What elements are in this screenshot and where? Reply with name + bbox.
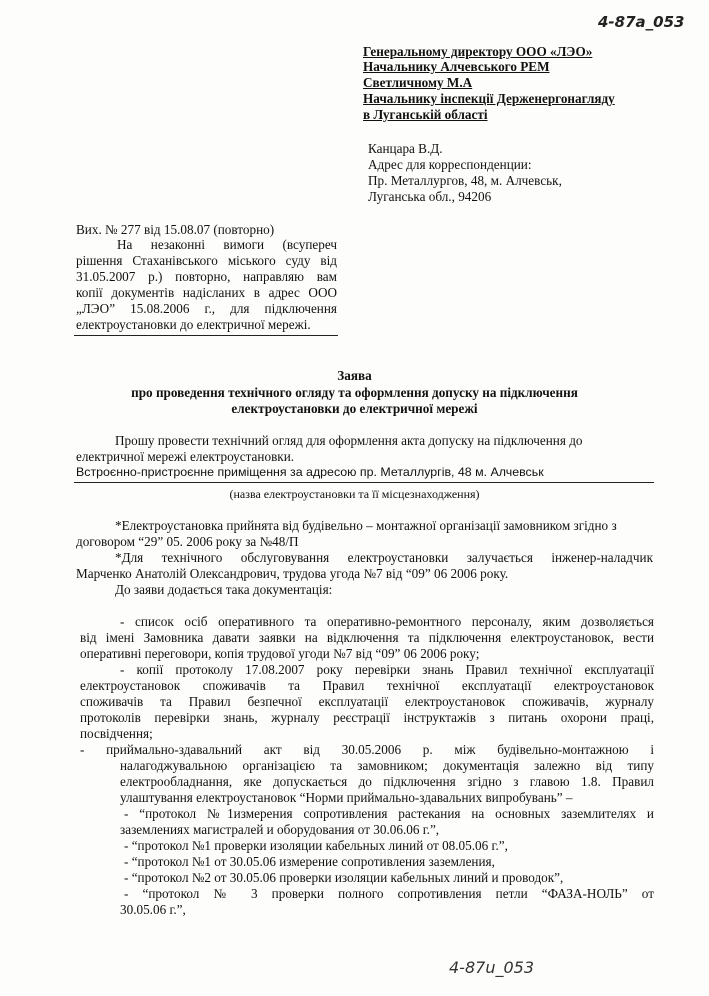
sender-line: Адрес для корреспонденции: bbox=[368, 157, 532, 172]
protocol-line: 30.05.06 г.”, bbox=[120, 902, 186, 917]
protocol-line: - “протокол №2 от 30.05.06 проверки изоляции кабельных линий и проводок”, bbox=[124, 870, 564, 885]
outgoing-text-line: „ЛЭО” 15.08.2006 г., для підключення bbox=[76, 301, 337, 316]
archive-stamp-top: 4-87a_053 bbox=[598, 13, 685, 31]
doc-line: - приймально-здавальний акт від 30.05.2006 р. між будівельно-монтажною і bbox=[80, 742, 654, 757]
protocol-line: - “протокол № 3 проверки полного сопротивления петли “ФАЗА-НОЛЬ” от bbox=[124, 886, 654, 901]
title-line: про проведення технічного огляду та оформлення допуску на підключення bbox=[131, 385, 578, 400]
installation-name: Встроєнно-пристроєнне приміщення за адресою пр. Металлургів, 48 м. Алчевськ bbox=[76, 465, 544, 479]
outgoing-text-line: рішення Стаханівського міського суду від bbox=[76, 253, 337, 268]
doc-line: налагоджувальною організацією та замовником; документація залежно від типу bbox=[120, 758, 654, 773]
doc-line: від імені Замовника давати заявки на відключення та підключення електроустановок, вести bbox=[80, 630, 654, 645]
addressee-line: Начальнику Алчевського РЕМ bbox=[363, 59, 550, 74]
sender-line: Луганська обл., 94206 bbox=[368, 189, 492, 204]
protocol-line: - “протокол №1 от 30.05.06 измерение сопротивления заземления, bbox=[124, 854, 495, 869]
protocol-line: - “протокол №1 проверки изоляции кабельных линий от 08.05.06 г.”, bbox=[124, 838, 508, 853]
outgoing-text-line: На незаконні вимоги (всупереч bbox=[117, 237, 337, 252]
archive-stamp-bottom: 4-87u_053 bbox=[449, 958, 534, 977]
addressee-line: Начальнику інспекції Держенергонагляду bbox=[363, 91, 615, 106]
sender-line: Канцара В.Д. bbox=[368, 141, 443, 156]
doc-line: - список осіб оперативного та оперативно-ремонтного персоналу, яким дозволяється bbox=[120, 614, 654, 629]
doc-line: споживачів та Правил безпечної експлуатації електроустановок споживачів, журналу bbox=[80, 694, 654, 709]
addressee-line: в Луганській області bbox=[363, 107, 488, 122]
attached-intro: До заяви додається така документація: bbox=[115, 582, 333, 597]
outgoing-text-line: електроустановки до електричної мережі. bbox=[76, 317, 311, 332]
addressee-line: Светличному М.А bbox=[363, 75, 473, 90]
title-line: електроустановки до електричної мережі bbox=[231, 401, 478, 416]
doc-line: улаштування електроустановок “Норми приймально-здавальних випробувань” – bbox=[120, 790, 573, 805]
request-line: Прошу провести технічний огляд для оформлення акта допуску на підключення до bbox=[115, 433, 583, 448]
doc-line: електрообладнання, яке допускається до підключення згідно з главою 1.8. Правил bbox=[120, 774, 654, 789]
outgoing-text-line: 31.05.2007 р.) повторно, направляю вам bbox=[76, 269, 337, 284]
doc-line: протоколів перевірки знань, журналу реєстрації інструктажів з питань охорони праці, bbox=[80, 710, 654, 725]
outgoing-underline bbox=[74, 335, 338, 336]
installation-caption: (назва електроустановки та її місцезнаходження) bbox=[229, 487, 480, 501]
outgoing-text-line: копії документів надісланих в адрес ООО bbox=[76, 285, 337, 300]
statement-line: *Електроустановка прийнята від будівельно – монтажної організації замовником згідно з bbox=[115, 518, 617, 533]
protocol-line: заземлениях магистралей и оборудования от 30.06.06 г.”, bbox=[120, 822, 440, 837]
doc-line: - копії протоколу 17.08.2007 року перевірки знань Правил технічної експлуатації bbox=[120, 662, 654, 677]
installation-underline bbox=[74, 482, 654, 483]
doc-line: оперативні переговори, копія трудової угоди №7 від “09” 06 2006 року; bbox=[80, 646, 480, 661]
outgoing-number: Вих. № 277 від 15.08.07 (повторно) bbox=[76, 222, 275, 237]
statement-line: *Для технічного обслуговування електроустановки залучається інженер-наладчик bbox=[115, 550, 653, 565]
statement-line: Марченко Анатолій Олександрович, трудова угода №7 від “09” 06 2006 року. bbox=[76, 566, 509, 581]
addressee-line: Генеральному директору ООО «ЛЭО» bbox=[363, 44, 593, 59]
doc-line: посвідчення; bbox=[80, 726, 153, 741]
doc-line: електроустановок споживачів та Правил технічної експлуатації електроустановок bbox=[80, 678, 654, 693]
statement-line: договором “29” 05. 2006 року за №48/П bbox=[76, 534, 299, 549]
sender-line: Пр. Металлургов, 48, м. Алчевськ, bbox=[368, 173, 562, 188]
title-heading: Заява bbox=[337, 368, 372, 383]
protocol-line: - “протокол №1измерения сопротивления растекания на основных заземлителях и bbox=[124, 806, 654, 821]
request-line: електричної мережі електроустановки. bbox=[76, 449, 295, 464]
